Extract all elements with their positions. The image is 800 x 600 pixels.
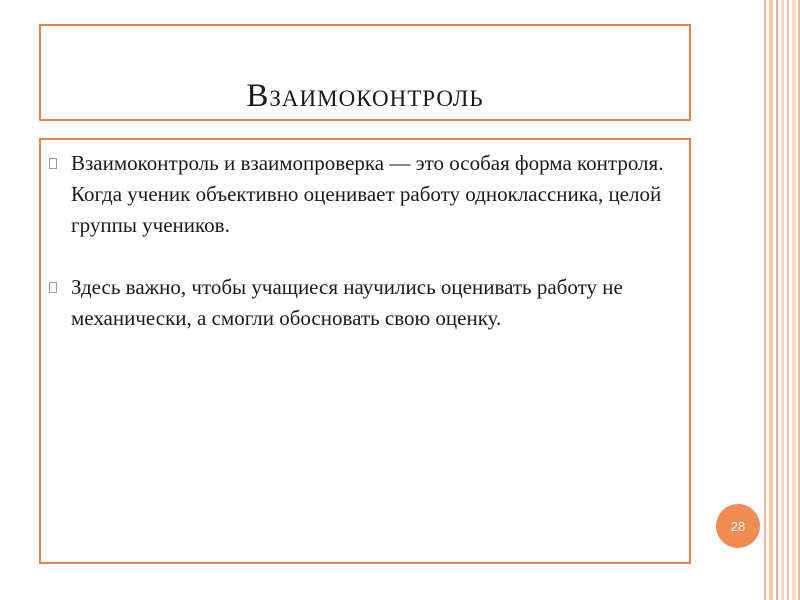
decorative-stripe xyxy=(764,0,766,600)
decorative-stripe xyxy=(792,0,796,600)
decorative-stripe xyxy=(776,0,778,600)
list-item xyxy=(41,272,689,334)
decorative-stripe xyxy=(769,0,773,600)
bullet-text: Взаимоконтроль и взаимопроверка — это особая форма контроля. Когда ученик объективно оценивает работу одноклассника, целой группы учеников. xyxy=(71,151,664,237)
list-item xyxy=(41,148,689,241)
bullet-text: Здесь важно, чтобы учащиеся научились оценивать работу не механически, а смогли обосновать свою оценку. xyxy=(71,275,623,330)
content-box xyxy=(39,138,691,564)
decorative-stripe xyxy=(787,0,789,600)
page-number-badge xyxy=(716,504,760,548)
bullet-marker-icon xyxy=(49,282,57,293)
bullet-marker-icon xyxy=(49,158,57,169)
title-box xyxy=(39,24,691,121)
page-number: 28 xyxy=(730,518,746,534)
slide-title: Взаимоконтроль xyxy=(246,78,484,114)
decorative-stripe xyxy=(781,0,784,600)
bullet-list xyxy=(41,148,689,334)
